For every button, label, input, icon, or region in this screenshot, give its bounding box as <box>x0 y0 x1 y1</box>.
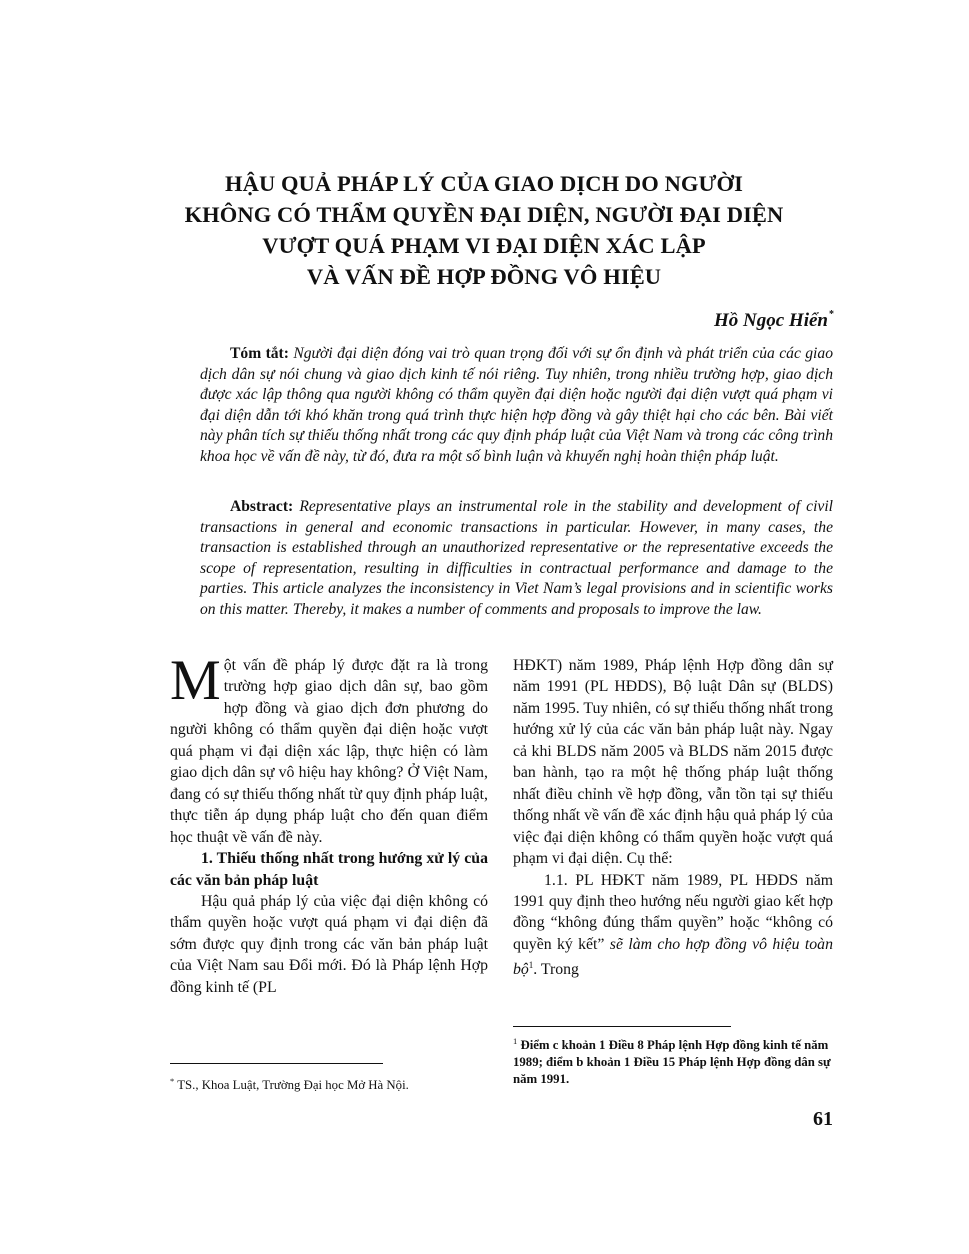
title-line-3: VƯỢT QUÁ PHẠM VI ĐẠI DIỆN XÁC LẬP <box>262 233 706 258</box>
article-title <box>150 168 818 292</box>
footnote-ref: 1 <box>528 960 534 971</box>
title-line-2: KHÔNG CÓ THẨM QUYỀN ĐẠI DIỆN, NGƯỜI ĐẠI DIỆN <box>184 202 784 227</box>
body-column-left <box>170 649 488 998</box>
abstract-en-label: Abstract: <box>230 498 294 515</box>
author-byline <box>714 309 834 332</box>
abstract-vietnamese <box>200 344 833 468</box>
abstract-vi-text: Người đại diện đóng vai trò quan trọng đối với sự ổn định và phát triển của các giao dịch dân sự nói chung và giao dịch kinh tế nói riêng. Tuy nhiên, trong nhiều trường hợp, giao dịch được xác lập thông qua người không có thẩm quyền đại diện hoặc người đại diện vượt quá phạm vi đại diện dẫn tới khó khăn trong quá trình thực hiện hợp đồng và gây thiệt hại cho các bên. Bài viết này phân tích sự thiếu thống nhất trong các quy định pháp luật của Việt Nam và trong các công trình khoa học về vấn đề này, từ đó, đưa ra một số bình luận và khuyến nghị hoàn thiện pháp luật. <box>200 345 833 465</box>
footnote-mark: * <box>170 1076 175 1086</box>
footnote-author <box>170 1073 488 1094</box>
body-column-right <box>513 655 833 981</box>
intro-text: ột vấn đề pháp lý được đặt ra là trong trường hợp giao dịch dân sự, bao gồm hợp đồng và giao dịch đơn phương do người không có thẩm quyền đại diện hoặc vượt quá phạm vi đại diện xác lập, thực hiện có làm giao dịch dân sự vô hiệu hay không? Ở Việt Nam, đang có sự thiếu thống nhất từ quy định pháp luật, thực tiễn áp dụng pháp luật cho đến quan điểm học thuật về vấn đề này. <box>170 657 488 846</box>
body-paragraph: Hậu quả pháp lý của việc đại diện không có thẩm quyền hoặc vượt quá phạm vi đại diện đã sớm được quy định trong các văn bản pháp luật của Việt Nam sau Đổi mới. Đó là Pháp lệnh Hợp đồng kinh tế (PL <box>170 892 488 996</box>
author-footnote-mark: * <box>829 309 834 320</box>
section-heading: 1. Thiếu thống nhất trong hướng xử lý của các văn bản pháp luật <box>170 850 488 889</box>
footnote-text: TS., Khoa Luật, Trường Đại học Mở Hà Nội. <box>177 1078 409 1092</box>
footnote-divider-right <box>513 1026 731 1027</box>
intro-paragraph <box>170 649 488 848</box>
abstract-vi-label: Tóm tắt: <box>230 345 289 362</box>
footnote-mark: 1 <box>513 1036 518 1046</box>
body-paragraph: HĐKT) năm 1989, Pháp lệnh Hợp đồng dân sự năm 1991 (PL HĐDS), Bộ luật Dân sự (BLDS) năm 1995. Tuy nhiên, có sự thiếu thống nhất trong hướng xử lý của các văn bản pháp luật này. Ngay cả khi BLDS năm 2005 và BLDS năm 2015 được ban hành, tạo ra một hệ thống pháp luật thống nhất điều chỉnh về hợp đồng, vẫn tồn tại sự thiếu thống nhất về vấn đề xác định hậu quả pháp lý của việc đại diện không có thẩm quyền hoặc vượt quá phạm vi đại diện. Cụ thể: <box>513 657 833 868</box>
page-number: 61 <box>813 1108 833 1130</box>
emphasis-text: sẽ làm cho hợp đồng vô hiệu toàn bộ <box>513 935 833 979</box>
title-line-4: VÀ VẤN ĐỀ HỢP ĐỒNG VÔ HIỆU <box>306 264 662 289</box>
abstract-english <box>200 497 833 621</box>
footnote-text: Điểm c khoản 1 Điều 8 Pháp lệnh Hợp đồng kinh tế năm 1989; điểm b khoản 1 Điều 15 Pháp lệnh Hợp đồng dân sự năm 1991. <box>513 1038 831 1086</box>
abstract-en-text: Representative plays an instrumental role in the stability and development of civil transactions in general and economic transactions in particular. However, in many cases, the transaction is established through an unauthorized representative or the representative exceeds the scope of representation, resulting in difficulties in contractual performance and damage to the parties. This article analyzes the inconsistency in Viet Nam’s legal provisions and in scientific works on this matter. Thereby, it makes a number of comments and proposals to improve the law. <box>200 498 833 618</box>
footnote-divider-left <box>170 1063 383 1064</box>
paragraph-text: 1.1. PL HĐKT năm 1989, PL HĐDS năm 1991 quy định theo hướng nếu người giao kết hợp đồng “không đúng thẩm quyền” hoặc “không có quyền ký kết” <box>513 871 833 953</box>
title-line-1: HẬU QUẢ PHÁP LÝ CỦA GIAO DỊCH DO NGƯỜI <box>225 171 743 196</box>
author-name: Hồ Ngọc Hiển <box>714 310 828 331</box>
drop-cap: M <box>170 649 221 712</box>
footnote-1 <box>513 1033 833 1088</box>
body-paragraph <box>513 870 833 981</box>
paragraph-text: . Trong <box>533 961 579 979</box>
